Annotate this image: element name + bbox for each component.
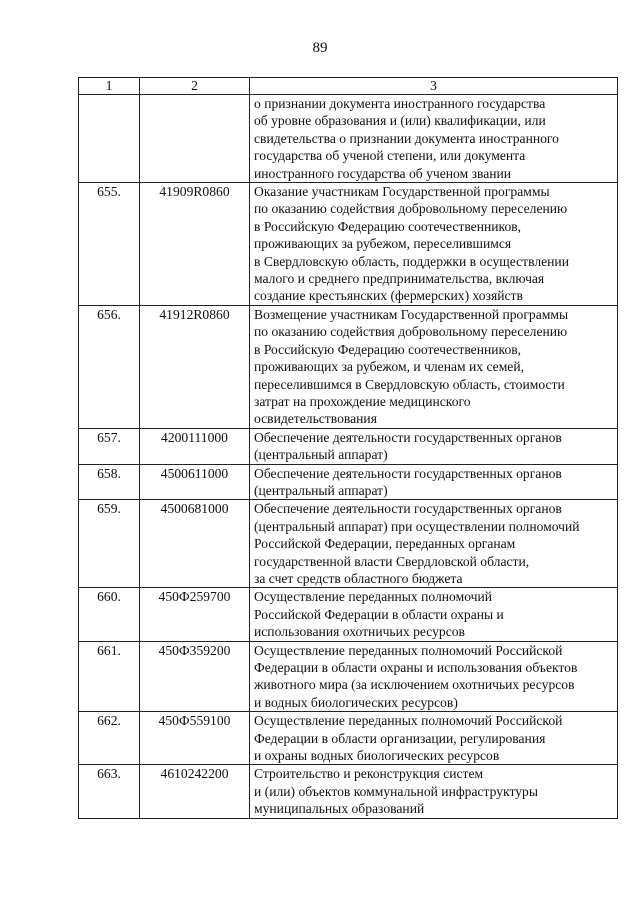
budget-code bbox=[140, 95, 250, 183]
table-header-row bbox=[79, 78, 618, 95]
budget-code: 450Ф559100 bbox=[140, 712, 250, 765]
row-number: 655. bbox=[79, 183, 140, 306]
row-number bbox=[79, 95, 140, 183]
budget-code: 41912R0860 bbox=[140, 305, 250, 428]
description-line: Обеспечение деятельности государственных органов bbox=[254, 465, 562, 481]
description-line: освидетельствования bbox=[254, 411, 377, 427]
table-row bbox=[79, 588, 618, 641]
row-description bbox=[250, 95, 618, 183]
budget-code: 4610242200 bbox=[140, 765, 250, 818]
row-description bbox=[250, 305, 618, 428]
table-row bbox=[79, 500, 618, 588]
header-column-1: 1 bbox=[79, 78, 140, 95]
description-line: Строительство и реконструкция систем bbox=[254, 766, 484, 782]
description-line: в Свердловскую область, поддержки в осуществлении bbox=[254, 253, 569, 269]
table-row bbox=[79, 305, 618, 428]
description-line: свидетельства о признании документа иностранного bbox=[254, 130, 559, 146]
description-line: по оказанию содействия добровольному переселению bbox=[254, 201, 568, 217]
description-line: Федерации в области организации, регулирования bbox=[254, 730, 546, 746]
budget-code: 450Ф359200 bbox=[140, 641, 250, 712]
description-line: Оказание участникам Государственной программы bbox=[254, 184, 550, 200]
row-number: 658. bbox=[79, 464, 140, 500]
description-line: Осуществление переданных полномочий Российской bbox=[254, 642, 563, 658]
description-line: проживающих за рубежом, переселившимся bbox=[254, 236, 512, 252]
budget-code: 450Ф259700 bbox=[140, 588, 250, 641]
description-line: за счет средств областного бюджета bbox=[254, 570, 463, 586]
row-number: 656. bbox=[79, 305, 140, 428]
description-line: государственной власти Свердловской области, bbox=[254, 553, 530, 569]
description-line: иностранного государства об ученом звании bbox=[254, 165, 512, 181]
header-column-3: 3 bbox=[250, 78, 618, 95]
table-body bbox=[79, 95, 618, 819]
row-description bbox=[250, 712, 618, 765]
row-description bbox=[250, 588, 618, 641]
table-row bbox=[79, 712, 618, 765]
description-line: Возмещение участникам Государственной программы bbox=[254, 306, 569, 322]
description-line: о признании документа иностранного государства bbox=[254, 96, 546, 111]
row-description bbox=[250, 500, 618, 588]
row-number: 657. bbox=[79, 428, 140, 464]
description-line: государства об ученой степени, или документа bbox=[254, 148, 526, 164]
description-line: в Российскую Федерацию соотечественников, bbox=[254, 341, 522, 357]
description-line: Осуществление переданных полномочий bbox=[254, 589, 493, 605]
row-number: 662. bbox=[79, 712, 140, 765]
description-line: Федерации в области охраны и использования объектов bbox=[254, 660, 578, 675]
row-description bbox=[250, 428, 618, 464]
budget-code: 41909R0860 bbox=[140, 183, 250, 306]
table-row bbox=[79, 765, 618, 818]
description-line: по оказанию содействия добровольному переселению bbox=[254, 324, 568, 340]
description-line: (центральный аппарат) при осуществлении полномочий bbox=[254, 518, 580, 534]
description-line: и охраны водных биологических ресурсов bbox=[254, 748, 500, 764]
row-description bbox=[250, 464, 618, 500]
description-line: муниципальных образований bbox=[254, 801, 425, 817]
row-description bbox=[250, 641, 618, 712]
row-number: 660. bbox=[79, 588, 140, 641]
description-line: использования охотничьих ресурсов bbox=[254, 624, 465, 640]
row-number: 663. bbox=[79, 765, 140, 818]
budget-code: 4500681000 bbox=[140, 500, 250, 588]
description-line: переселившимся в Свердловскую область, стоимости bbox=[254, 376, 565, 392]
description-line: малого и среднего предпринимательства, включая bbox=[254, 271, 545, 287]
budget-table bbox=[78, 77, 618, 819]
description-line: создание крестьянских (фермерских) хозяйств bbox=[254, 288, 523, 304]
description-line: и (или) объектов коммунальной инфраструктуры bbox=[254, 783, 538, 799]
description-line: затрат на прохождение медицинского bbox=[254, 393, 471, 409]
page-number: 89 bbox=[312, 40, 328, 56]
description-line: и водных биологических ресурсов) bbox=[254, 694, 458, 710]
row-number: 661. bbox=[79, 641, 140, 712]
header-column-2: 2 bbox=[140, 78, 250, 95]
description-line: (центральный аппарат) bbox=[254, 482, 388, 498]
row-description bbox=[250, 765, 618, 818]
description-line: проживающих за рубежом, и членам их семей, bbox=[254, 359, 525, 375]
row-description bbox=[250, 183, 618, 306]
description-line: животного мира (за исключением охотничьих ресурсов bbox=[254, 677, 575, 693]
budget-code: 4200111000 bbox=[140, 428, 250, 464]
description-line: (центральный аппарат) bbox=[254, 447, 388, 463]
description-line: Обеспечение деятельности государственных органов bbox=[254, 429, 562, 445]
table-row bbox=[79, 641, 618, 712]
budget-code: 4500611000 bbox=[140, 464, 250, 500]
description-line: об уровне образования и (или) квалификации, или bbox=[254, 113, 546, 129]
description-line: Российской Федерации, переданных органам bbox=[254, 536, 516, 552]
table-row bbox=[79, 183, 618, 306]
description-line: Осуществление переданных полномочий Российской bbox=[254, 713, 563, 729]
description-line: Российской Федерации в области охраны и bbox=[254, 606, 504, 622]
row-number: 659. bbox=[79, 500, 140, 588]
description-line: Обеспечение деятельности государственных органов bbox=[254, 501, 562, 517]
table-row bbox=[79, 464, 618, 500]
description-line: в Российскую Федерацию соотечественников, bbox=[254, 218, 522, 234]
table-row bbox=[79, 428, 618, 464]
table-row bbox=[79, 95, 618, 183]
